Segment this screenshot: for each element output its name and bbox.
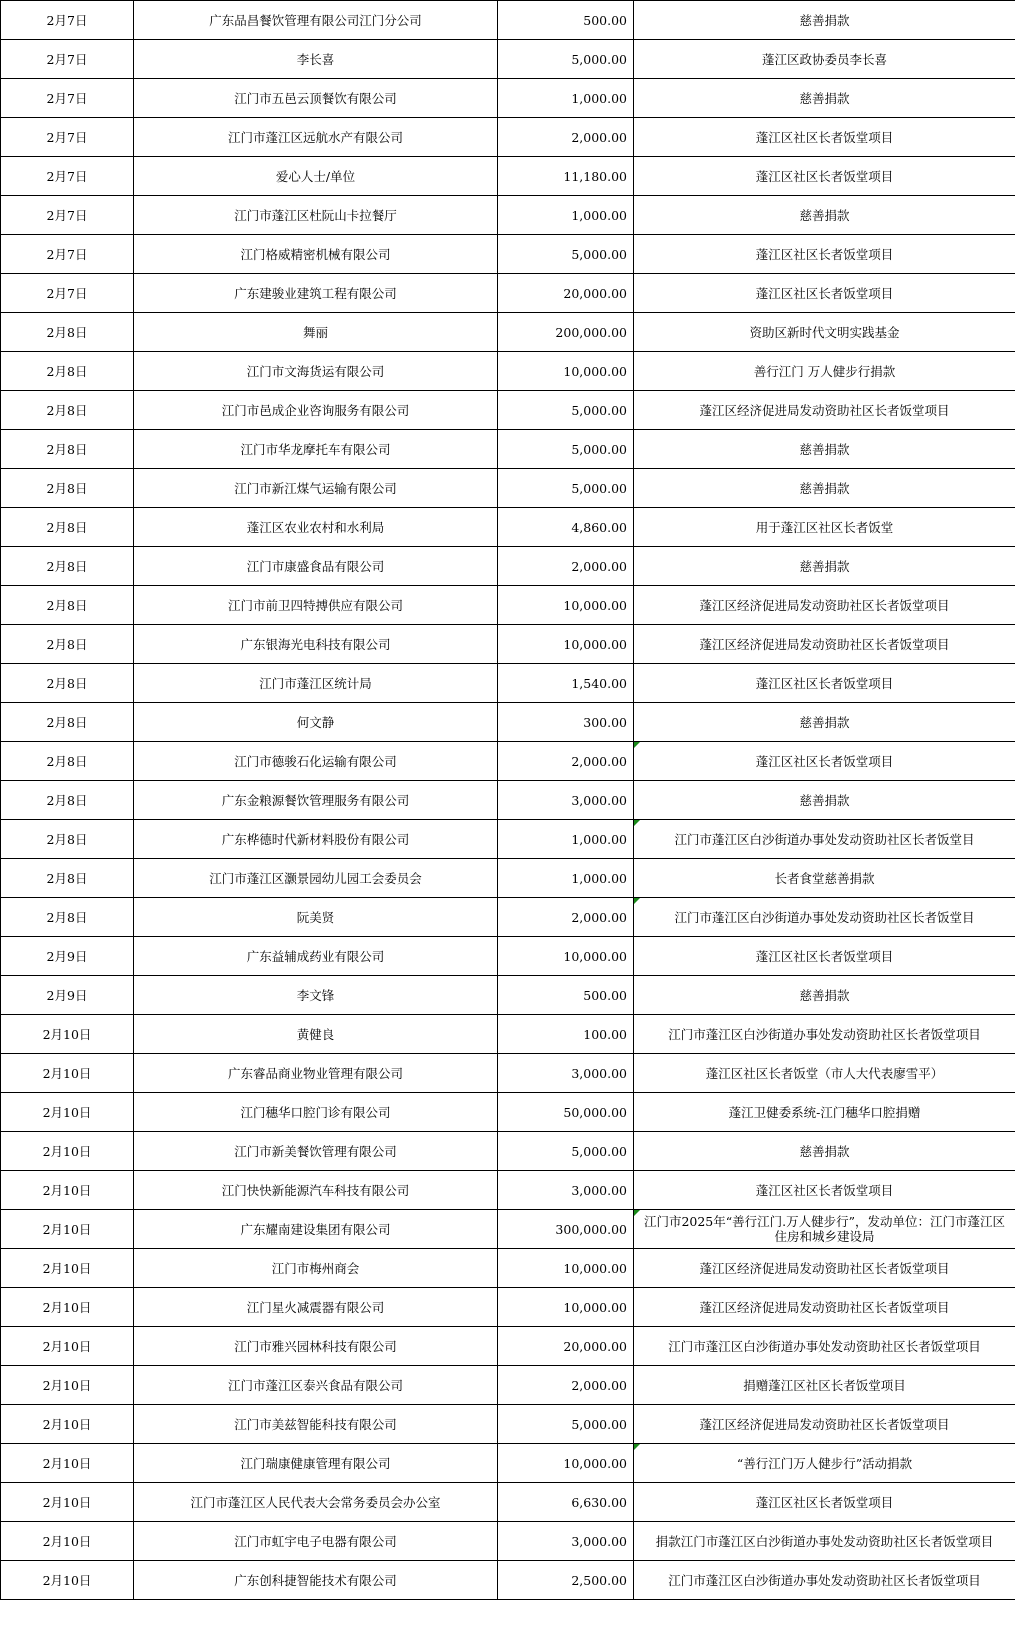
amount-cell: 3,000.00 — [498, 1522, 634, 1561]
purpose-cell: 慈善捐款 — [634, 1, 1015, 40]
date-cell: 2月8日 — [1, 430, 134, 469]
donor-cell: 江门市蓬江区杜阮山卡拉餐厅 — [134, 196, 498, 235]
purpose-cell: 蓬江区社区长者饭堂项目 — [634, 157, 1015, 196]
table-row — [1, 703, 1015, 742]
table-row — [1, 1483, 1015, 1522]
amount-cell: 2,000.00 — [498, 1366, 634, 1405]
table-row — [1, 898, 1015, 937]
table-row — [1, 1249, 1015, 1288]
donor-cell: 江门市雅兴园林科技有限公司 — [134, 1327, 498, 1366]
date-cell: 2月7日 — [1, 196, 134, 235]
donor-cell: 李长喜 — [134, 40, 498, 79]
amount-cell: 5,000.00 — [498, 391, 634, 430]
date-cell: 2月7日 — [1, 235, 134, 274]
purpose-cell: 慈善捐款 — [634, 781, 1015, 820]
donor-cell: 江门市五邑云顶餐饮有限公司 — [134, 79, 498, 118]
donor-cell: 江门格威精密机械有限公司 — [134, 235, 498, 274]
amount-cell: 5,000.00 — [498, 1405, 634, 1444]
donor-cell: 江门市虹宇电子电器有限公司 — [134, 1522, 498, 1561]
donor-cell: 广东银海光电科技有限公司 — [134, 625, 498, 664]
table-row — [1, 625, 1015, 664]
date-cell: 2月8日 — [1, 742, 134, 781]
purpose-cell: “善行江门万人健步行”活动捐款 — [634, 1444, 1015, 1483]
purpose-cell: 江门市蓬江区白沙街道办事处发动资助社区长者饭堂项目 — [634, 1561, 1015, 1600]
donor-cell: 李文锋 — [134, 976, 498, 1015]
table-row — [1, 1210, 1015, 1249]
date-cell: 2月7日 — [1, 157, 134, 196]
date-cell: 2月8日 — [1, 820, 134, 859]
donor-cell: 广东益辅成药业有限公司 — [134, 937, 498, 976]
amount-cell: 3,000.00 — [498, 1171, 634, 1210]
donor-cell: 江门市邑成企业咨询服务有限公司 — [134, 391, 498, 430]
amount-cell: 20,000.00 — [498, 1327, 634, 1366]
date-cell: 2月8日 — [1, 664, 134, 703]
date-cell: 2月10日 — [1, 1522, 134, 1561]
amount-cell: 300.00 — [498, 703, 634, 742]
table-row — [1, 1171, 1015, 1210]
purpose-cell: 蓬江卫健委系统-江门穗华口腔捐赠 — [634, 1093, 1015, 1132]
date-cell: 2月9日 — [1, 937, 134, 976]
date-cell: 2月8日 — [1, 625, 134, 664]
table-row — [1, 1015, 1015, 1054]
purpose-cell: 蓬江区经济促进局发动资助社区长者饭堂项目 — [634, 1249, 1015, 1288]
table-row — [1, 235, 1015, 274]
amount-cell: 300,000.00 — [498, 1210, 634, 1249]
amount-cell: 500.00 — [498, 1, 634, 40]
amount-cell: 1,000.00 — [498, 859, 634, 898]
purpose-cell: 慈善捐款 — [634, 430, 1015, 469]
date-cell: 2月8日 — [1, 352, 134, 391]
date-cell: 2月10日 — [1, 1054, 134, 1093]
purpose-cell: 江门市蓬江区白沙街道办事处发动资助社区长者饭堂项目 — [634, 1015, 1015, 1054]
purpose-cell: 长者食堂慈善捐款 — [634, 859, 1015, 898]
donor-cell: 广东品昌餐饮管理有限公司江门分公司 — [134, 1, 498, 40]
amount-cell: 10,000.00 — [498, 1249, 634, 1288]
table-row — [1, 1054, 1015, 1093]
amount-cell: 500.00 — [498, 976, 634, 1015]
date-cell: 2月10日 — [1, 1444, 134, 1483]
table-row — [1, 1288, 1015, 1327]
amount-cell: 1,000.00 — [498, 196, 634, 235]
date-cell: 2月7日 — [1, 40, 134, 79]
table-row — [1, 469, 1015, 508]
donor-cell: 舞丽 — [134, 313, 498, 352]
amount-cell: 10,000.00 — [498, 352, 634, 391]
table-row — [1, 1561, 1015, 1600]
donor-cell: 爱心人士/单位 — [134, 157, 498, 196]
donor-cell: 广东创科捷智能技术有限公司 — [134, 1561, 498, 1600]
amount-cell: 1,000.00 — [498, 79, 634, 118]
donor-cell: 江门市蓬江区远航水产有限公司 — [134, 118, 498, 157]
purpose-cell: 蓬江区社区长者饭堂项目 — [634, 1171, 1015, 1210]
amount-cell: 3,000.00 — [498, 1054, 634, 1093]
purpose-cell: 蓬江区社区长者饭堂项目 — [634, 1483, 1015, 1522]
date-cell: 2月10日 — [1, 1015, 134, 1054]
amount-cell: 1,000.00 — [498, 820, 634, 859]
date-cell: 2月10日 — [1, 1405, 134, 1444]
date-cell: 2月10日 — [1, 1561, 134, 1600]
date-cell: 2月8日 — [1, 703, 134, 742]
amount-cell: 6,630.00 — [498, 1483, 634, 1522]
purpose-cell: 江门市蓬江区白沙街道办事处发动资助社区长者饭堂目 — [634, 820, 1015, 859]
purpose-cell: 蓬江区经济促进局发动资助社区长者饭堂项目 — [634, 625, 1015, 664]
purpose-cell: 蓬江区经济促进局发动资助社区长者饭堂项目 — [634, 391, 1015, 430]
purpose-cell: 慈善捐款 — [634, 1132, 1015, 1171]
amount-cell: 2,000.00 — [498, 547, 634, 586]
donor-cell: 江门星火减震器有限公司 — [134, 1288, 498, 1327]
purpose-cell: 慈善捐款 — [634, 469, 1015, 508]
table-row — [1, 391, 1015, 430]
donor-cell: 江门市德骏石化运输有限公司 — [134, 742, 498, 781]
table-row — [1, 1366, 1015, 1405]
amount-cell: 4,860.00 — [498, 508, 634, 547]
purpose-cell: 蓬江区经济促进局发动资助社区长者饭堂项目 — [634, 1405, 1015, 1444]
amount-cell: 5,000.00 — [498, 430, 634, 469]
table-row — [1, 1522, 1015, 1561]
donor-cell: 广东建骏业建筑工程有限公司 — [134, 274, 498, 313]
date-cell: 2月8日 — [1, 547, 134, 586]
date-cell: 2月10日 — [1, 1249, 134, 1288]
table-row — [1, 586, 1015, 625]
amount-cell: 20,000.00 — [498, 274, 634, 313]
donor-cell: 江门市蓬江区泰兴食品有限公司 — [134, 1366, 498, 1405]
donor-cell: 黄健良 — [134, 1015, 498, 1054]
purpose-cell: 善行江门 万人健步行捐款 — [634, 352, 1015, 391]
table-row — [1, 1327, 1015, 1366]
amount-cell: 2,000.00 — [498, 898, 634, 937]
date-cell: 2月7日 — [1, 79, 134, 118]
date-cell: 2月8日 — [1, 469, 134, 508]
date-cell: 2月10日 — [1, 1132, 134, 1171]
purpose-cell: 慈善捐款 — [634, 547, 1015, 586]
purpose-cell: 资助区新时代文明实践基金 — [634, 313, 1015, 352]
table-row — [1, 937, 1015, 976]
date-cell: 2月10日 — [1, 1327, 134, 1366]
table-row — [1, 313, 1015, 352]
purpose-cell: 用于蓬江区社区长者饭堂 — [634, 508, 1015, 547]
amount-cell: 10,000.00 — [498, 586, 634, 625]
table-row — [1, 1444, 1015, 1483]
table-row — [1, 118, 1015, 157]
donor-cell: 江门市新美餐饮管理有限公司 — [134, 1132, 498, 1171]
amount-cell: 10,000.00 — [498, 625, 634, 664]
table-row — [1, 781, 1015, 820]
purpose-cell: 慈善捐款 — [634, 196, 1015, 235]
donor-cell: 广东耀南建设集团有限公司 — [134, 1210, 498, 1249]
table-row — [1, 547, 1015, 586]
table-row — [1, 157, 1015, 196]
amount-cell: 1,540.00 — [498, 664, 634, 703]
table-row — [1, 742, 1015, 781]
table-row — [1, 40, 1015, 79]
donor-cell: 江门市康盛食品有限公司 — [134, 547, 498, 586]
donor-cell: 江门市文海货运有限公司 — [134, 352, 498, 391]
table-row — [1, 1405, 1015, 1444]
purpose-cell: 江门市2025年“善行江门.万人健步行”，发动单位：江门市蓬江区住房和城乡建设局 — [634, 1210, 1015, 1249]
purpose-cell: 捐款江门市蓬江区白沙街道办事处发动资助社区长者饭堂项目 — [634, 1522, 1015, 1561]
amount-cell: 11,180.00 — [498, 157, 634, 196]
amount-cell: 5,000.00 — [498, 40, 634, 79]
donor-cell: 江门市前卫四特搏供应有限公司 — [134, 586, 498, 625]
purpose-cell: 蓬江区社区长者饭堂（市人大代表廖雪平） — [634, 1054, 1015, 1093]
amount-cell: 3,000.00 — [498, 781, 634, 820]
donor-cell: 江门快快新能源汽车科技有限公司 — [134, 1171, 498, 1210]
table-row — [1, 976, 1015, 1015]
date-cell: 2月10日 — [1, 1093, 134, 1132]
date-cell: 2月8日 — [1, 391, 134, 430]
purpose-cell: 蓬江区经济促进局发动资助社区长者饭堂项目 — [634, 1288, 1015, 1327]
purpose-cell: 蓬江区社区长者饭堂项目 — [634, 235, 1015, 274]
purpose-cell: 蓬江区政协委员李长喜 — [634, 40, 1015, 79]
date-cell: 2月9日 — [1, 976, 134, 1015]
amount-cell: 2,500.00 — [498, 1561, 634, 1600]
amount-cell: 10,000.00 — [498, 1288, 634, 1327]
purpose-cell: 慈善捐款 — [634, 976, 1015, 1015]
table-row — [1, 352, 1015, 391]
date-cell: 2月10日 — [1, 1483, 134, 1522]
table-row — [1, 430, 1015, 469]
date-cell: 2月10日 — [1, 1288, 134, 1327]
date-cell: 2月7日 — [1, 274, 134, 313]
date-cell: 2月8日 — [1, 859, 134, 898]
table-row — [1, 820, 1015, 859]
date-cell: 2月7日 — [1, 1, 134, 40]
donor-cell: 江门市新江煤气运输有限公司 — [134, 469, 498, 508]
table-row — [1, 664, 1015, 703]
donor-cell: 江门市梅州商会 — [134, 1249, 498, 1288]
purpose-cell: 蓬江区社区长者饭堂项目 — [634, 664, 1015, 703]
donor-cell: 江门市华龙摩托车有限公司 — [134, 430, 498, 469]
purpose-cell: 蓬江区经济促进局发动资助社区长者饭堂项目 — [634, 586, 1015, 625]
amount-cell: 100.00 — [498, 1015, 634, 1054]
date-cell: 2月10日 — [1, 1366, 134, 1405]
date-cell: 2月8日 — [1, 508, 134, 547]
amount-cell: 50,000.00 — [498, 1093, 634, 1132]
purpose-cell: 蓬江区社区长者饭堂项目 — [634, 742, 1015, 781]
donor-cell: 何文静 — [134, 703, 498, 742]
purpose-cell: 江门市蓬江区白沙街道办事处发动资助社区长者饭堂目 — [634, 898, 1015, 937]
donor-cell: 广东金粮源餐饮管理服务有限公司 — [134, 781, 498, 820]
donor-cell: 江门市美兹智能科技有限公司 — [134, 1405, 498, 1444]
date-cell: 2月8日 — [1, 313, 134, 352]
date-cell: 2月7日 — [1, 118, 134, 157]
purpose-cell: 蓬江区社区长者饭堂项目 — [634, 118, 1015, 157]
table-row — [1, 274, 1015, 313]
date-cell: 2月8日 — [1, 898, 134, 937]
amount-cell: 10,000.00 — [498, 937, 634, 976]
table-row — [1, 508, 1015, 547]
donor-cell: 广东睿品商业物业管理有限公司 — [134, 1054, 498, 1093]
table-row — [1, 1132, 1015, 1171]
amount-cell: 200,000.00 — [498, 313, 634, 352]
date-cell: 2月8日 — [1, 781, 134, 820]
table-row — [1, 1, 1015, 40]
purpose-cell: 慈善捐款 — [634, 79, 1015, 118]
amount-cell: 2,000.00 — [498, 742, 634, 781]
amount-cell: 10,000.00 — [498, 1444, 634, 1483]
donation-table-body — [1, 1, 1015, 1600]
date-cell: 2月10日 — [1, 1210, 134, 1249]
donor-cell: 阮美贤 — [134, 898, 498, 937]
donor-cell: 江门市蓬江区人民代表大会常务委员会办公室 — [134, 1483, 498, 1522]
date-cell: 2月8日 — [1, 586, 134, 625]
table-row — [1, 79, 1015, 118]
date-cell: 2月10日 — [1, 1171, 134, 1210]
donor-cell: 蓬江区农业农村和水利局 — [134, 508, 498, 547]
table-row — [1, 196, 1015, 235]
amount-cell: 5,000.00 — [498, 235, 634, 274]
purpose-cell: 蓬江区社区长者饭堂项目 — [634, 937, 1015, 976]
table-row — [1, 1093, 1015, 1132]
table-row — [1, 859, 1015, 898]
donor-cell: 江门市蓬江区灏景园幼儿园工会委员会 — [134, 859, 498, 898]
amount-cell: 2,000.00 — [498, 118, 634, 157]
donor-cell: 广东桦德时代新材料股份有限公司 — [134, 820, 498, 859]
donor-cell: 江门市蓬江区统计局 — [134, 664, 498, 703]
amount-cell: 5,000.00 — [498, 1132, 634, 1171]
donor-cell: 江门瑞康健康管理有限公司 — [134, 1444, 498, 1483]
amount-cell: 5,000.00 — [498, 469, 634, 508]
purpose-cell: 蓬江区社区长者饭堂项目 — [634, 274, 1015, 313]
donor-cell: 江门穗华口腔门诊有限公司 — [134, 1093, 498, 1132]
purpose-cell: 慈善捐款 — [634, 703, 1015, 742]
purpose-cell: 捐赠蓬江区社区长者饭堂项目 — [634, 1366, 1015, 1405]
purpose-cell: 江门市蓬江区白沙街道办事处发动资助社区长者饭堂项目 — [634, 1327, 1015, 1366]
